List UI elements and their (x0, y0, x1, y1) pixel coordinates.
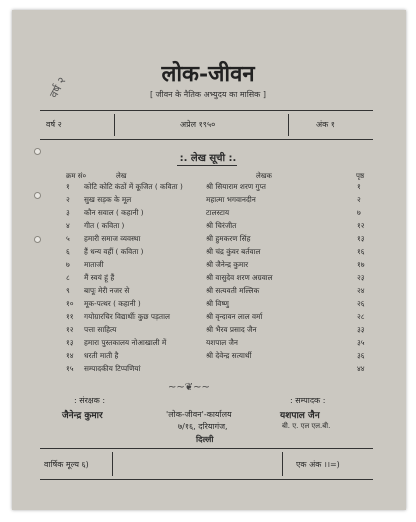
toc-num: १४ (66, 351, 74, 360)
editor-name: जैनेन्द्र कुमार (62, 411, 103, 421)
col-page: पृष्ठ (356, 172, 365, 180)
editor-label: : संरक्षक : (74, 396, 106, 405)
toc-num: १० (66, 299, 74, 308)
toc-page: २८ (357, 312, 365, 321)
toc-article-title: धरती माती है (84, 351, 119, 360)
toc-author: श्री भैरव प्रसाद जैन (206, 325, 257, 334)
toc-num: १३ (66, 338, 74, 347)
toc-num: ८ (66, 273, 70, 282)
toc-num: २ (66, 195, 70, 204)
toc-num: ११ (66, 312, 74, 321)
toc-article-title: पत्ता साहित्य (84, 325, 117, 334)
office-city: दिल्ली (196, 435, 214, 444)
toc-underline (177, 165, 237, 166)
col-article: लेख (116, 172, 127, 180)
toc-author: श्री चंद्र कुंवर बर्तवाल (206, 247, 261, 256)
toc-page: १ (357, 182, 361, 191)
toc-article-title: मैं स्वयं हूं हैं (84, 273, 115, 282)
toc-page: १७ (357, 260, 365, 269)
toc-row (0, 221, 416, 234)
toc-page: ७ (357, 208, 361, 217)
toc-author: श्री चिरंजीत (206, 221, 237, 230)
toc-page: १२ (357, 221, 365, 230)
toc-author: महात्मा भगवानदीन (206, 195, 256, 204)
toc-author: यशपाल जैन (206, 338, 238, 347)
toc-row (0, 182, 416, 195)
toc-author: श्री विष्णु (206, 299, 229, 308)
toc-num: ५ (66, 234, 70, 243)
toc-page: २४ (357, 286, 365, 295)
toc-article-title: कोटि कोटि कंठों में कूजित ( कविता ) (84, 182, 183, 191)
toc-row (0, 208, 416, 221)
handwritten-note: वर्ष २ (47, 74, 69, 101)
issue-number: अंक १ (316, 120, 335, 129)
toc-author: श्री हुमकरण सिंह (206, 234, 251, 243)
toc-page: ४४ (357, 364, 365, 373)
toc-article-title: सम्पादकीय टिप्पणियां (84, 364, 141, 373)
magazine-subtitle: [ जीवन के नैतिक अभ्युदय का मासिक ] (150, 90, 266, 99)
toc-page: ३५ (357, 338, 365, 347)
toc-article-title: हमारी समाज व्यवस्था (84, 234, 141, 243)
toc-author: श्री सत्यवती मल्लिक (206, 286, 260, 295)
office-address: ७/१६, दरियागंज, (178, 422, 228, 431)
toc-author: श्री देवेन्द्र सत्यार्थी (206, 351, 252, 360)
toc-page: २ (357, 195, 361, 204)
toc-author: श्री सियाराम शरण गुप्त (206, 182, 266, 191)
toc-article-title: हमारा पुस्तकालय नोआखाली में (84, 338, 167, 347)
col-author: लेखक (256, 172, 272, 180)
toc-article-title: गयोग्रारचिर विद्यार्थीः कुछ पड़ताल (84, 312, 170, 321)
publisher-label: : सम्पादक : (290, 396, 326, 405)
toc-row (0, 195, 416, 208)
toc-row (0, 260, 416, 273)
issue-month: अप्रेल १९५० (180, 120, 216, 129)
toc-author: श्री वृन्दावन लाल वर्मा (206, 312, 263, 321)
toc-row (0, 312, 416, 325)
toc-page: ३६ (357, 351, 365, 360)
magazine-title: लोक-जीवन (161, 61, 255, 87)
ornament: ~~❦~~ (168, 382, 210, 393)
toc-row (0, 286, 416, 299)
toc-article-title: मूक-पत्थर ( कहानी ) (84, 299, 141, 308)
toc-article-title: कौन सवाल ( कहानी ) (84, 208, 144, 217)
toc-row (0, 299, 416, 312)
toc-page: १३ (357, 234, 365, 243)
toc-row (0, 364, 416, 377)
toc-row (0, 273, 416, 286)
toc-article-title: गीत ( कविता ) (84, 221, 125, 230)
divider (114, 114, 115, 136)
divider (282, 452, 283, 476)
toc-num: ४ (66, 221, 70, 230)
single-issue-price: एक अंक ।।=) (296, 460, 340, 469)
divider (288, 114, 289, 136)
office-name: 'लोक-जीवन'-कार्यालय (166, 410, 232, 419)
toc-author: श्री वासुदेव शरण अग्रवाल (206, 273, 273, 282)
toc-num: १५ (66, 364, 74, 373)
col-num: क्रम सं० (66, 172, 87, 180)
toc-author: श्री जैनेन्द्र कुमार (206, 260, 249, 269)
price-bar (40, 448, 373, 480)
toc-num: ३ (66, 208, 70, 217)
toc-title: :. लेख सूची :. (179, 153, 237, 164)
publisher-degree: बी. ए. एल एल.बी. (282, 422, 331, 430)
toc-num: ९ (66, 286, 70, 295)
toc-row (0, 351, 416, 364)
toc-num: ७ (66, 260, 70, 269)
toc-num: १ (66, 182, 70, 191)
toc-page: ३३ (357, 325, 365, 334)
issue-year: वर्ष २ (46, 120, 62, 129)
divider (112, 452, 113, 476)
toc-article-title: सुख सड़क के मूल (84, 195, 132, 204)
toc-row (0, 234, 416, 247)
toc-article-title: माताजी (84, 260, 104, 269)
toc-page: २६ (357, 299, 365, 308)
toc-row (0, 247, 416, 260)
issue-bar (40, 110, 373, 140)
toc-author: टालस्टाय (206, 208, 230, 217)
toc-num: १२ (66, 325, 74, 334)
annual-price: वार्षिक मूल्य ६) (44, 460, 89, 469)
toc-article-title: हैं धन्य वहीं ( कविता ) (84, 247, 144, 256)
toc-row (0, 325, 416, 338)
toc-article-title: बापूः मेरी नजर से (84, 286, 130, 295)
publisher-name: यशपाल जैन (280, 411, 320, 421)
toc-page: १६ (357, 247, 365, 256)
toc-page: २३ (357, 273, 365, 282)
toc-num: ६ (66, 247, 70, 256)
toc-row (0, 338, 416, 351)
